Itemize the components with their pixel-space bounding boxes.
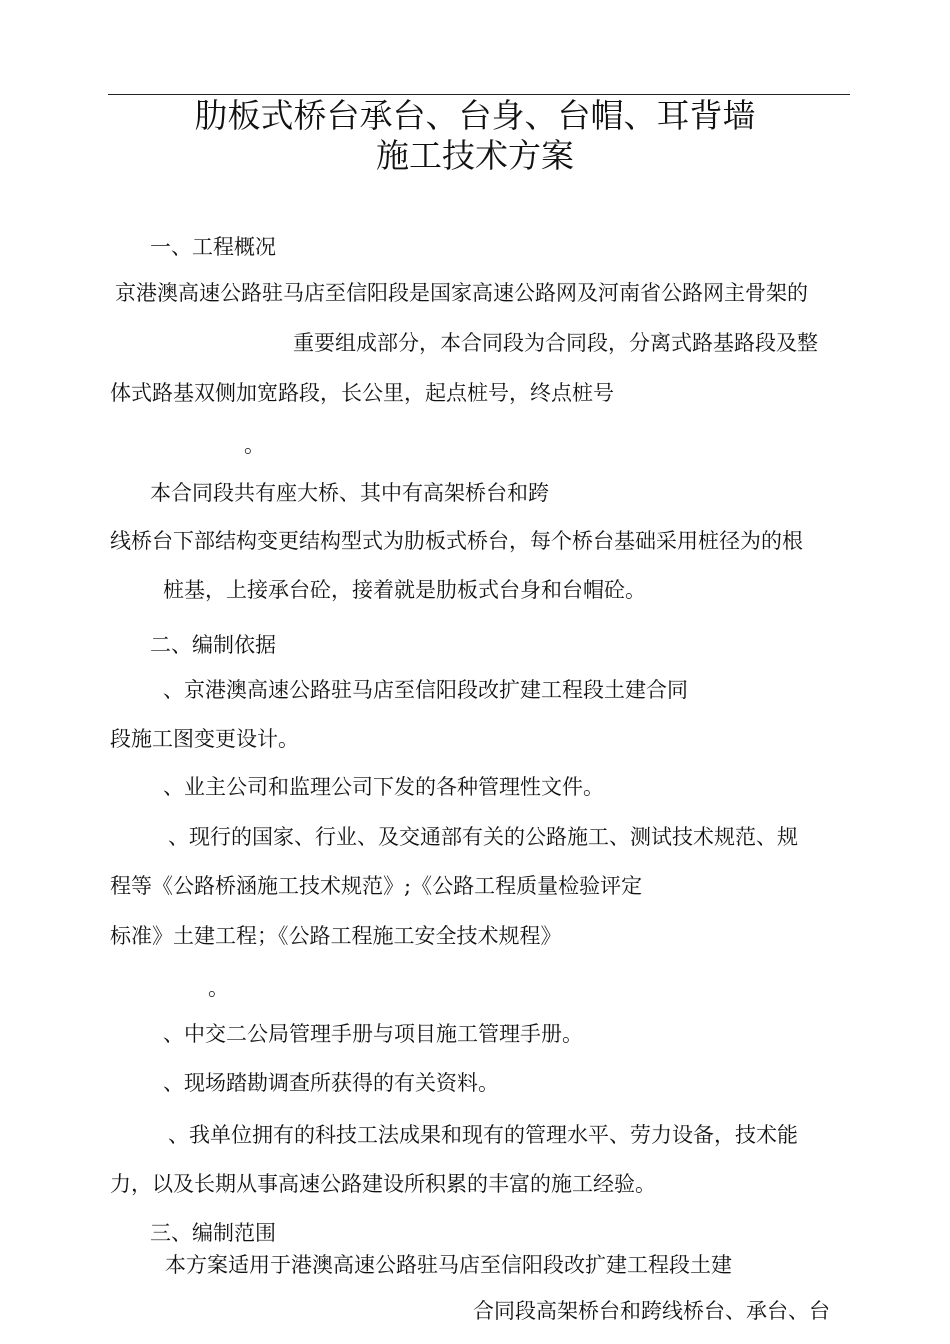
paragraph-line: 段施工图变更设计。 [110, 727, 299, 751]
list-item: 、现场踏勘调查所获得的有关资料。 [163, 1071, 499, 1095]
document-title-line-2: 施工技术方案 [376, 136, 574, 175]
paragraph-line: 本合同段共有座大桥、其中有高架桥台和跨 [150, 481, 549, 505]
document-title-line-1: 肋板式桥台承台、台身、台帽、耳背墙 [194, 96, 756, 135]
paragraph-line: 合同段高架桥台和跨线桥台、承台、台 [473, 1299, 830, 1323]
list-item: 、现行的国家、行业、及交通部有关的公路施工、测试技术规范、规 [168, 825, 798, 849]
paragraph-line: 本方案适用于港澳高速公路驻马店至信阳段改扩建工程段土建 [165, 1253, 732, 1277]
list-item: 、京港澳高速公路驻马店至信阳段改扩建工程段土建合同 [163, 678, 688, 702]
paragraph-line: 重要组成部分，本合同段为合同段，分离式路基路段及整 [293, 331, 818, 355]
header-rule [108, 94, 850, 95]
paragraph-line: 力，以及长期从事高速公路建设所积累的丰富的施工经验。 [110, 1172, 656, 1196]
paragraph-line: 体式路基双侧加宽路段，长公里，起点桩号，终点桩号 [110, 381, 614, 405]
paragraph-line: 。 [208, 976, 229, 1000]
section-heading-scope: 三、编制范围 [150, 1221, 276, 1245]
paragraph-line: 桩基，上接承台砼，接着就是肋板式台身和台帽砼。 [163, 578, 646, 602]
paragraph-line: 程等《公路桥涵施工技术规范》;《公路工程质量检验评定 [110, 874, 643, 898]
paragraph-line: 京港澳高速公路驻马店至信阳段是国家高速公路网及河南省公路网主骨架的 [115, 281, 808, 305]
list-item: 、业主公司和监理公司下发的各种管理性文件。 [163, 775, 604, 799]
paragraph-line: 线桥台下部结构变更结构型式为肋板式桥台，每个桥台基础采用桩径为的根 [110, 529, 803, 553]
list-item: 、我单位拥有的科技工法成果和现有的管理水平、劳力设备，技术能 [168, 1123, 798, 1147]
paragraph-line: 标准》土建工程；《公路工程施工安全技术规程》 [110, 924, 562, 948]
paragraph-line: 。 [244, 433, 265, 457]
list-item: 、中交二公局管理手册与项目施工管理手册。 [163, 1022, 583, 1046]
section-heading-overview: 一、工程概况 [150, 235, 276, 259]
section-heading-basis: 二、编制依据 [150, 633, 276, 657]
